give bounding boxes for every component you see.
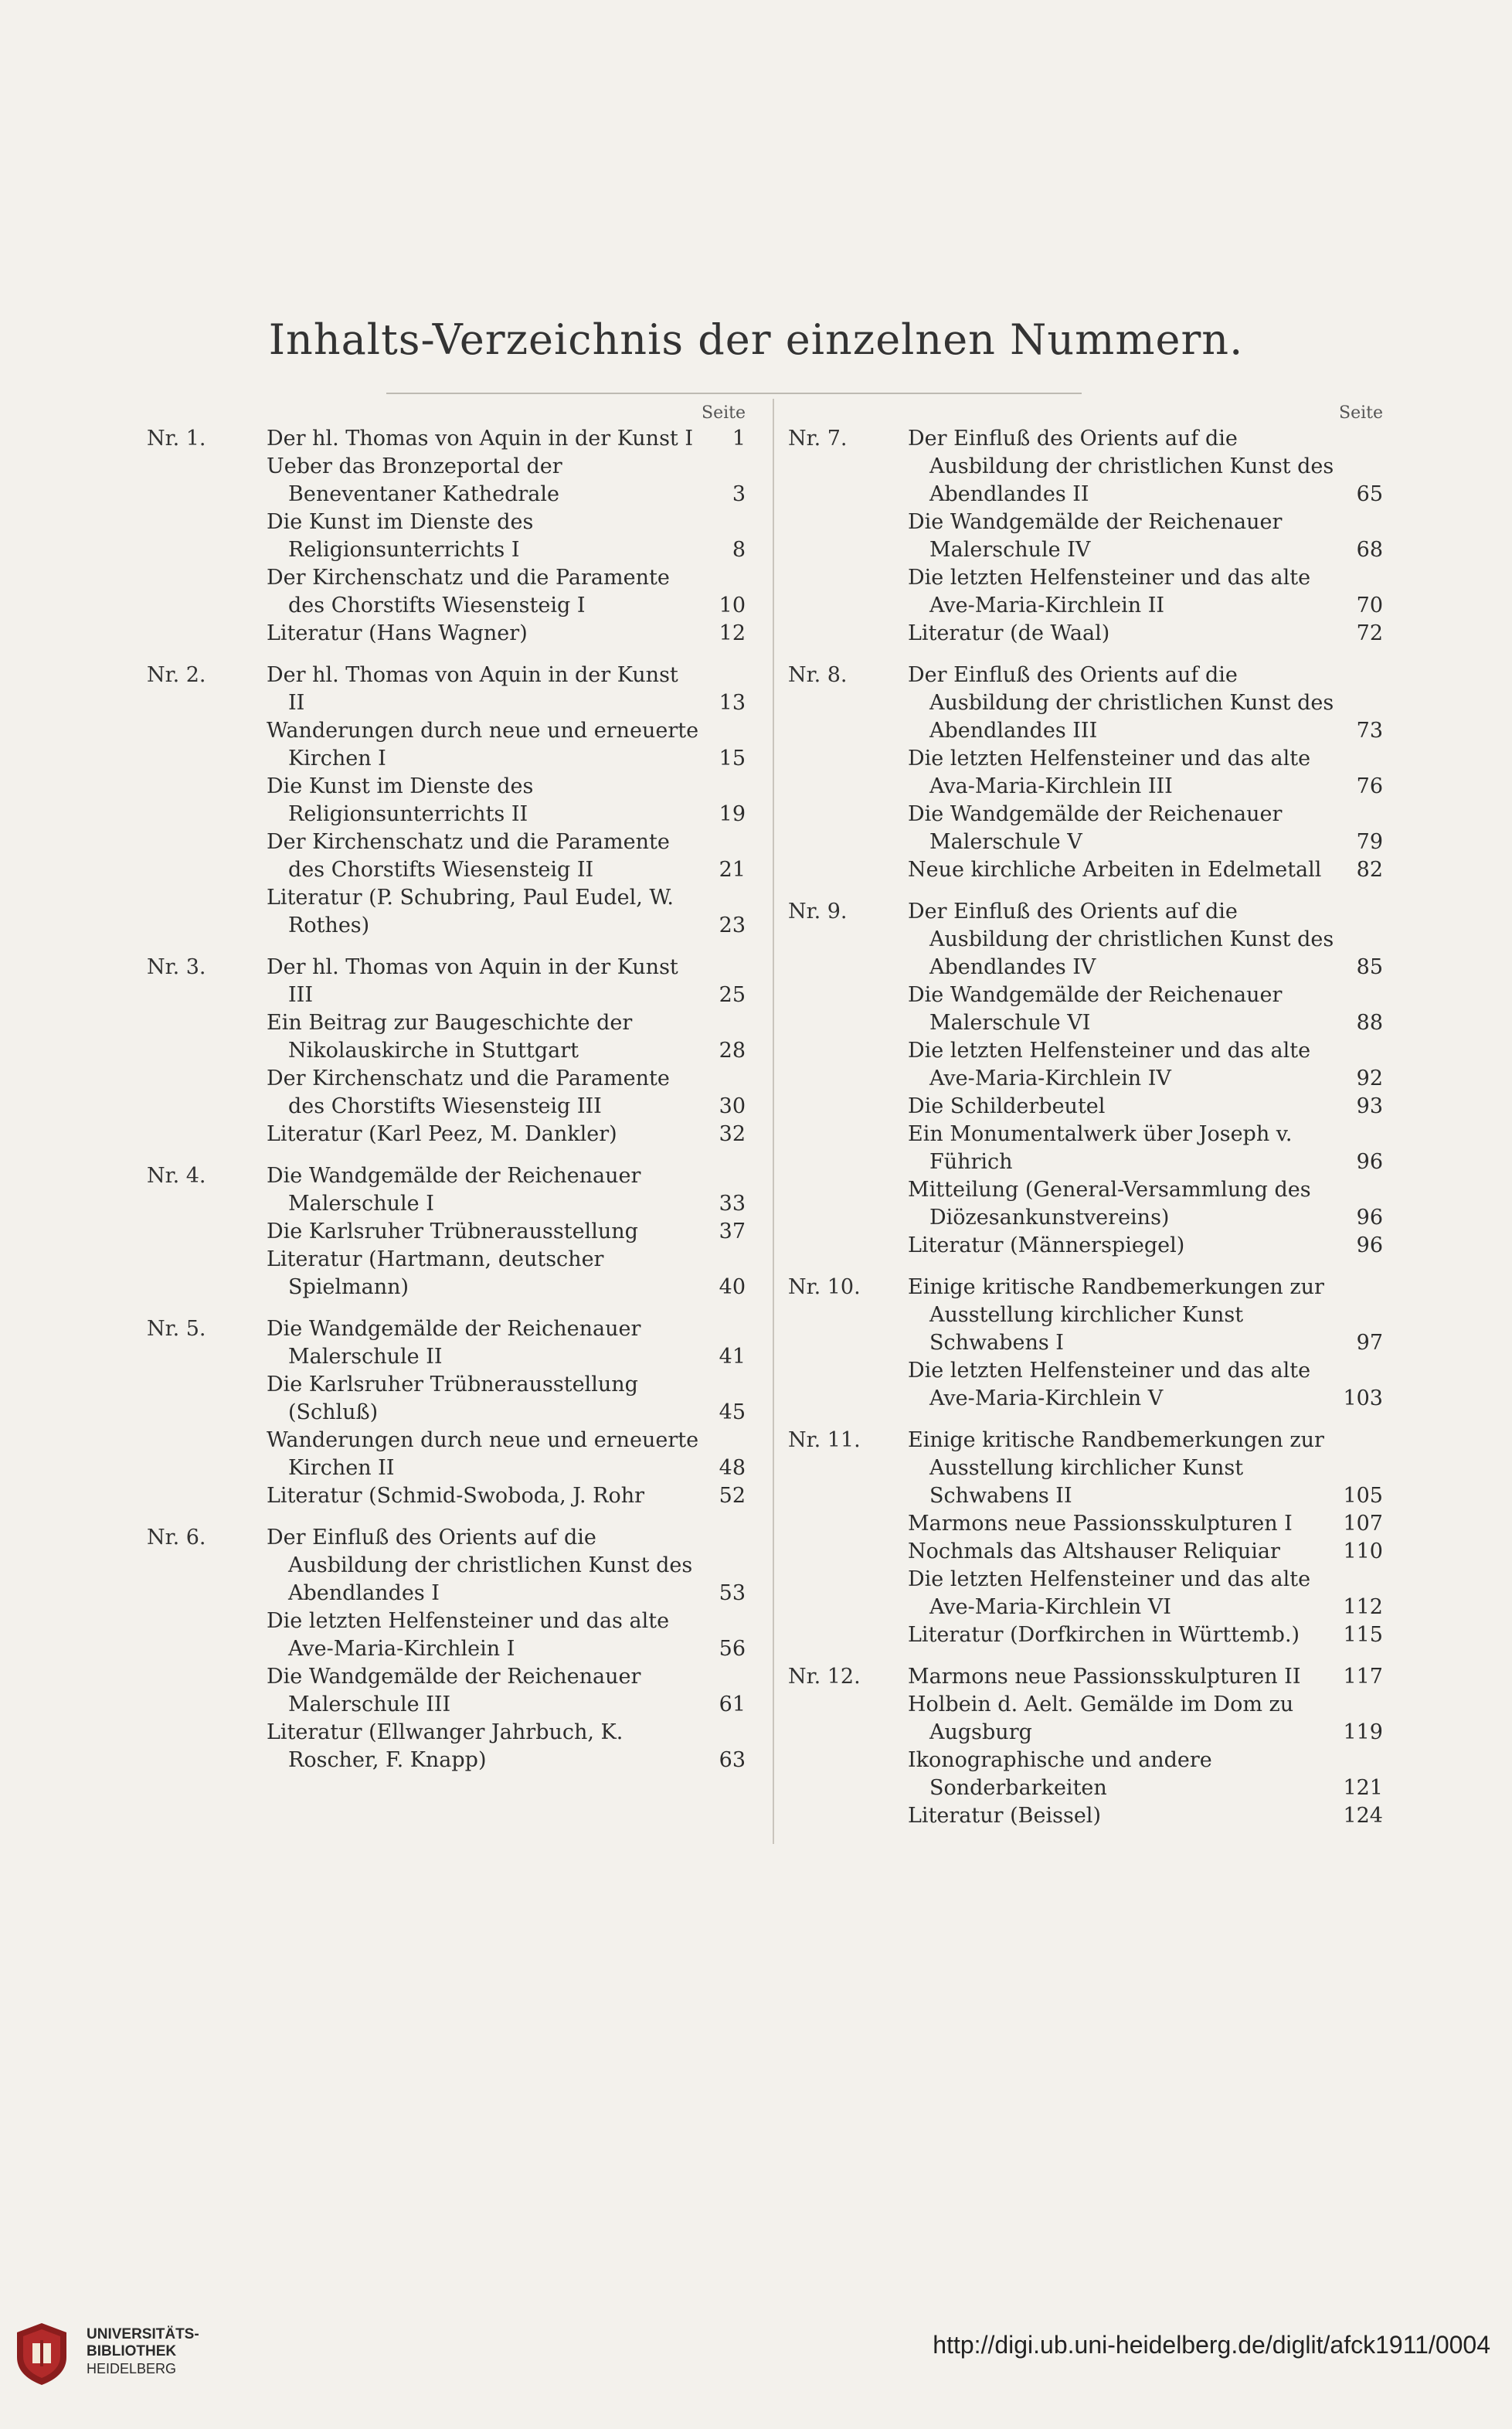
entry-page-number: 82 (1356, 858, 1383, 882)
issue-entries (267, 1315, 746, 1510)
entry-page-number: 10 (719, 594, 746, 617)
toc-entry[interactable] (908, 620, 1383, 648)
toc-entry[interactable] (908, 1691, 1383, 1747)
entry-title: Der Einfluß des Orients auf die Ausbildung der christlichen Kunst des Abendlandes I (267, 1526, 693, 1605)
issue-row (788, 425, 1383, 648)
entry-page-number: 63 (719, 1748, 746, 1772)
issue-section (788, 898, 1383, 1260)
toc-entry[interactable] (267, 564, 746, 620)
entry-title: Literatur (Karl Peez, M. Dankler) (267, 1122, 617, 1146)
issue-entries (908, 1427, 1383, 1649)
seite-header-left: Seite (702, 403, 746, 423)
issue-row (147, 1524, 746, 1774)
entry-title: Die letzten Helfensteiner und das alte Ave-Maria-Kirchlein VI (908, 1567, 1311, 1619)
entry-title: Der hl. Thomas von Aquin in der Kunst III (267, 955, 678, 1007)
entry-title: Die Schilderbeutel (908, 1094, 1106, 1118)
entry-page-number: 8 (732, 538, 746, 562)
entry-page-number: 105 (1343, 1484, 1383, 1508)
entry-title: Einige kritische Randbemerkungen zur Ausstellung kirchlicher Kunst Schwabens I (908, 1275, 1324, 1355)
toc-entry[interactable] (267, 717, 746, 773)
entry-page-number: 68 (1356, 538, 1383, 562)
entry-title: Holbein d. Aelt. Gemälde im Dom zu Augsburg (908, 1692, 1294, 1744)
issue-row (147, 425, 746, 648)
entry-title: Ueber das Bronzeportal der Beneventaner Kathedrale (267, 454, 562, 506)
entry-title: Die Kunst im Dienste des Religionsunterrichts II (267, 774, 534, 826)
toc-right-column (788, 402, 1383, 1830)
issue-entries (908, 425, 1383, 648)
entry-title: Die Wandgemälde der Reichenauer Malerschule III (267, 1665, 641, 1716)
issue-row (147, 954, 746, 1148)
logo-line-1: UNIVERSITÄTS- (87, 2326, 199, 2342)
seite-header-right: Seite (1339, 403, 1383, 423)
entry-title: Ein Beitrag zur Baugeschichte der Nikolauskirche in Stuttgart (267, 1011, 633, 1063)
issue-section (147, 662, 746, 940)
toc-entry[interactable] (267, 954, 746, 1009)
issue-entries (908, 1663, 1383, 1830)
entry-title: Ikonographische und andere Sonderbarkeiten (908, 1748, 1212, 1800)
issue-number: Nr. 4. (147, 1164, 206, 1188)
entry-page-number: 115 (1343, 1623, 1383, 1647)
entry-title: Die Wandgemälde der Reichenauer Malerschule V (908, 802, 1283, 854)
toc-entry[interactable] (267, 620, 746, 648)
entry-page-number: 97 (1356, 1331, 1383, 1355)
entry-page-number: 103 (1343, 1386, 1383, 1410)
issue-row (147, 1315, 746, 1510)
toc-entry[interactable] (908, 1663, 1383, 1691)
toc-entry[interactable] (908, 1566, 1383, 1621)
toc-entry[interactable] (908, 1121, 1383, 1176)
entry-page-number: 25 (719, 983, 746, 1007)
toc-entry[interactable] (267, 884, 746, 940)
entry-title: Die Wandgemälde der Reichenauer Malerschule II (267, 1317, 641, 1369)
entry-title: Der Kirchenschatz und die Paramente des Chorstifts Wiesensteig I (267, 566, 670, 617)
issue-number: Nr. 7. (788, 427, 848, 451)
toc-entry[interactable] (908, 981, 1383, 1037)
entry-page-number: 96 (1356, 1206, 1383, 1230)
entry-title: Literatur (Hans Wagner) (267, 621, 528, 645)
page-title: Inhalts-Verzeichnis der einzelnen Nummern. (268, 315, 1244, 364)
entry-title: Die Wandgemälde der Reichenauer Malerschule I (267, 1164, 641, 1216)
issue-number: Nr. 8. (788, 663, 848, 687)
entry-page-number: 96 (1356, 1150, 1383, 1174)
issue-row (788, 662, 1383, 884)
issue-row (147, 1162, 746, 1301)
toc-entry[interactable] (267, 773, 746, 828)
entry-title: Ein Monumentalwerk über Joseph v. Führich (908, 1122, 1293, 1174)
toc-entry[interactable] (267, 828, 746, 884)
toc-entry[interactable] (267, 1065, 746, 1121)
issue-number: Nr. 6. (147, 1526, 206, 1550)
entry-title: Literatur (Beissel) (908, 1804, 1101, 1828)
entry-page-number: 52 (719, 1484, 746, 1508)
entry-page-number: 30 (719, 1094, 746, 1118)
entry-title: Nochmals das Altshauser Reliquiar (908, 1539, 1280, 1563)
issue-entries (267, 425, 746, 648)
entry-page-number: 61 (719, 1692, 746, 1716)
entry-title: Der Kirchenschatz und die Paramente des Chorstifts Wiesensteig III (267, 1067, 670, 1118)
issue-section (788, 425, 1383, 648)
entry-page-number: 92 (1356, 1067, 1383, 1090)
issue-row (788, 1663, 1383, 1830)
entry-page-number: 76 (1356, 774, 1383, 798)
issue-number: Nr. 3. (147, 955, 206, 979)
entry-title: Die letzten Helfensteiner und das alte Ave-Maria-Kirchlein II (908, 566, 1311, 617)
entry-title: Literatur (Hartmann, deutscher Spielmann) (267, 1247, 604, 1299)
entry-title: Der Kirchenschatz und die Paramente des Chorstifts Wiesensteig II (267, 830, 670, 882)
entry-page-number: 40 (719, 1275, 746, 1299)
issue-section (788, 662, 1383, 884)
entry-page-number: 73 (1356, 719, 1383, 743)
source-url-link[interactable]: http://digi.ub.uni-heidelberg.de/diglit/afck1911/0004 (933, 2331, 1490, 2359)
entry-title: Mitteilung (General-Versammlung des Diözesankunstvereins) (908, 1178, 1311, 1230)
entry-page-number: 21 (719, 858, 746, 882)
issue-number: Nr. 1. (147, 427, 206, 451)
issue-number: Nr. 2. (147, 663, 206, 687)
entry-title: Die Wandgemälde der Reichenauer Malerschule VI (908, 983, 1283, 1035)
entry-title: Die Karlsruher Trübnerausstellung (Schluß) (267, 1373, 638, 1424)
issue-entries (908, 662, 1383, 884)
entry-title: Literatur (Männerspiegel) (908, 1233, 1185, 1257)
toc-entry[interactable] (267, 662, 746, 717)
entry-page-number: 3 (732, 482, 746, 506)
entry-page-number: 107 (1343, 1512, 1383, 1536)
entry-title: Neue kirchliche Arbeiten in Edelmetall (908, 858, 1322, 882)
university-seal-icon (14, 2322, 70, 2386)
entry-page-number: 15 (719, 747, 746, 771)
entry-title: Einige kritische Randbemerkungen zur Ausstellung kirchlicher Kunst Schwabens II (908, 1428, 1324, 1508)
toc-entry[interactable] (267, 1162, 746, 1218)
toc-entry[interactable] (267, 1218, 746, 1246)
issue-entries (267, 1524, 746, 1774)
entry-title: Die Karlsruher Trübnerausstellung (267, 1220, 638, 1243)
issue-number: Nr. 9. (788, 900, 848, 924)
entry-page-number: 56 (719, 1637, 746, 1661)
toc-entry[interactable] (267, 453, 746, 509)
title-divider (386, 393, 1082, 394)
toc-entry[interactable] (267, 1663, 746, 1719)
toc-entry[interactable] (908, 856, 1383, 884)
entry-page-number: 28 (719, 1039, 746, 1063)
issue-row (147, 662, 746, 940)
toc-entry[interactable] (267, 1009, 746, 1065)
entry-title: Wanderungen durch neue und erneuerte Kirchen II (267, 1428, 699, 1480)
toc-entry[interactable] (908, 425, 1383, 509)
issue-number: Nr. 5. (147, 1317, 206, 1341)
entry-title: Die Wandgemälde der Reichenauer Malerschule IV (908, 510, 1283, 562)
toc-entry[interactable] (267, 1121, 746, 1148)
entry-page-number: 19 (719, 802, 746, 826)
toc-entry[interactable] (908, 1427, 1383, 1510)
issue-section (788, 1663, 1383, 1830)
toc-entry[interactable] (267, 509, 746, 564)
issue-entries (908, 898, 1383, 1260)
issue-entries (267, 954, 746, 1148)
logo-line-3: HEIDELBERG (87, 2361, 177, 2376)
toc-entry[interactable] (267, 425, 746, 453)
entry-page-number: 1 (732, 427, 746, 451)
entry-title: Marmons neue Passionsskulpturen II (908, 1665, 1301, 1689)
left-sections (147, 425, 746, 1774)
entry-title: Der hl. Thomas von Aquin in der Kunst I (267, 427, 694, 451)
toc-entry[interactable] (908, 1510, 1383, 1538)
issue-section (147, 1162, 746, 1301)
entry-title: Literatur (de Waal) (908, 621, 1110, 645)
toc-entry[interactable] (908, 1621, 1383, 1649)
issue-number: Nr. 11. (788, 1428, 861, 1452)
entry-title: Die letzten Helfensteiner und das alte Ave-Maria-Kirchlein V (908, 1359, 1311, 1410)
entry-page-number: 112 (1343, 1595, 1383, 1619)
entry-page-number: 65 (1356, 482, 1383, 506)
issue-number: Nr. 10. (788, 1275, 861, 1299)
toc-entry[interactable] (908, 1274, 1383, 1357)
entry-page-number: 93 (1356, 1094, 1383, 1118)
entry-page-number: 88 (1356, 1011, 1383, 1035)
entry-page-number: 124 (1343, 1804, 1383, 1828)
entry-page-number: 33 (719, 1192, 746, 1216)
issue-section (788, 1427, 1383, 1649)
entry-page-number: 32 (719, 1122, 746, 1146)
toc-entry[interactable] (267, 1427, 746, 1482)
entry-title: Die letzten Helfensteiner und das alte Ave-Maria-Kirchlein I (267, 1609, 670, 1661)
toc-entry[interactable] (908, 1232, 1383, 1260)
entry-page-number: 96 (1356, 1233, 1383, 1257)
entry-title: Literatur (P. Schubring, Paul Eudel, W. Rothes) (267, 886, 674, 937)
entry-title: Die letzten Helfensteiner und das alte Ave-Maria-Kirchlein IV (908, 1039, 1311, 1090)
entry-page-number: 110 (1343, 1539, 1383, 1563)
toc-entry[interactable] (908, 662, 1383, 745)
toc-entry[interactable] (908, 1538, 1383, 1566)
entry-page-number: 13 (719, 691, 746, 715)
entry-title: Der Einfluß des Orients auf die Ausbildung der christlichen Kunst des Abendlandes III (908, 663, 1334, 743)
entry-page-number: 117 (1343, 1665, 1383, 1689)
toc-entry[interactable] (267, 1315, 746, 1371)
entry-title: Wanderungen durch neue und erneuerte Kirchen I (267, 719, 699, 771)
issue-row (788, 1274, 1383, 1413)
toc-entry[interactable] (267, 1482, 746, 1510)
toc-entry[interactable] (908, 1093, 1383, 1121)
entry-title: Literatur (Dorfkirchen in Württemb.) (908, 1623, 1300, 1647)
entry-title: Die Kunst im Dienste des Religionsunterrichts I (267, 510, 534, 562)
logo-line-2: BIBLIOTHEK (87, 2343, 177, 2359)
toc-left-column (147, 402, 746, 1774)
toc-entry[interactable] (267, 1246, 746, 1301)
entry-title: Literatur (Schmid-Swoboda, J. Rohr (267, 1484, 645, 1508)
entry-page-number: 121 (1343, 1776, 1383, 1800)
right-sections (788, 425, 1383, 1830)
toc-entry[interactable] (908, 1747, 1383, 1802)
issue-number: Nr. 12. (788, 1665, 861, 1689)
entry-page-number: 41 (719, 1345, 746, 1369)
footer (0, 2315, 1512, 2400)
issue-row (788, 1427, 1383, 1649)
issue-entries (267, 662, 746, 940)
entry-page-number: 45 (719, 1400, 746, 1424)
toc-entry[interactable] (908, 745, 1383, 801)
entry-title: Marmons neue Passionsskulpturen I (908, 1512, 1293, 1536)
toc-entry[interactable] (908, 1037, 1383, 1093)
issue-entries (267, 1162, 746, 1301)
issue-section (147, 425, 746, 648)
entry-page-number: 37 (719, 1220, 746, 1243)
issue-section (147, 1315, 746, 1510)
entry-page-number: 53 (719, 1581, 746, 1605)
entry-title: Der Einfluß des Orients auf die Ausbildung der christlichen Kunst des Abendlandes II (908, 427, 1334, 506)
entry-page-number: 119 (1343, 1720, 1383, 1744)
column-divider (773, 399, 774, 1844)
entry-page-number: 79 (1356, 830, 1383, 854)
entry-title: Literatur (Ellwanger Jahrbuch, K. Roscher, F. Knapp) (267, 1720, 623, 1772)
library-logo-text (87, 2326, 199, 2377)
toc-entry[interactable] (267, 1524, 746, 1607)
toc-entry[interactable] (908, 509, 1383, 564)
toc-entry[interactable] (908, 801, 1383, 856)
issue-section (147, 1524, 746, 1774)
issue-section (147, 954, 746, 1148)
entry-title: Die letzten Helfensteiner und das alte Ava-Maria-Kirchlein III (908, 747, 1311, 798)
toc-entry[interactable] (267, 1371, 746, 1427)
entry-page-number: 48 (719, 1456, 746, 1480)
entry-title: Der hl. Thomas von Aquin in der Kunst II (267, 663, 678, 715)
toc-entry[interactable] (908, 564, 1383, 620)
toc-entry[interactable] (908, 898, 1383, 981)
toc-entry[interactable] (267, 1607, 746, 1663)
entry-page-number: 72 (1356, 621, 1383, 645)
entry-page-number: 12 (719, 621, 746, 645)
entry-title: Der Einfluß des Orients auf die Ausbildung der christlichen Kunst des Abendlandes IV (908, 900, 1334, 979)
toc-entry[interactable] (267, 1719, 746, 1774)
toc-entry[interactable] (908, 1802, 1383, 1830)
entry-page-number: 23 (719, 913, 746, 937)
issue-entries (908, 1274, 1383, 1413)
entry-page-number: 70 (1356, 594, 1383, 617)
toc-entry[interactable] (908, 1357, 1383, 1413)
issue-row (788, 898, 1383, 1260)
toc-entry[interactable] (908, 1176, 1383, 1232)
entry-page-number: 85 (1356, 955, 1383, 979)
issue-section (788, 1274, 1383, 1413)
